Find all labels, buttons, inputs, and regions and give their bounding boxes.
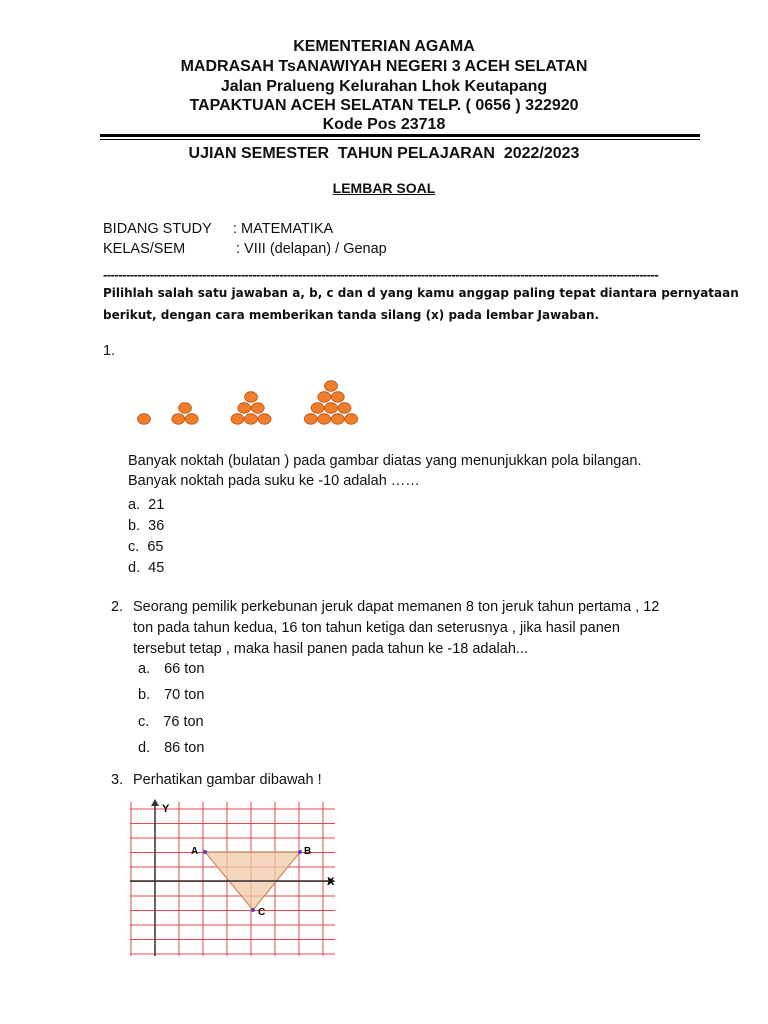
pattern-dot (245, 414, 258, 425)
header-divider-thin (100, 139, 700, 140)
pattern-dot (172, 414, 185, 425)
question-2-number: 2. (111, 599, 124, 615)
pattern-dot (311, 403, 324, 414)
question-1-text-line-2: Banyak noktah pada suku ke -10 adalah …… (128, 473, 420, 489)
question-3-number: 3. (111, 772, 124, 788)
school-address: Jalan Pralueng Kelurahan Lhok Keutapang (220, 78, 548, 95)
pattern-dot (345, 414, 358, 425)
pattern-dot (318, 414, 331, 425)
school-postcode: Kode Pos 23718 (322, 116, 446, 133)
pattern-dot (231, 414, 244, 425)
question-1-option-d: d. 45 (128, 560, 165, 576)
sheet-title: LEMBAR SOAL (332, 180, 436, 196)
pattern-dot (338, 403, 351, 414)
coordinate-graph (130, 798, 340, 958)
subject-value: : MATEMATIKA (233, 221, 334, 237)
class-value: : VIII (delapan) / Genap (236, 241, 387, 257)
school-phone: TAPAKTUAN ACEH SELATAN TELP. ( 0656 ) 322920 (189, 97, 579, 114)
instruction-line-1: Pilihlah salah satu jawaban a, b, c dan d yang kamu anggap paling tepat diantara pernyataan (103, 286, 739, 300)
subject-label: BIDANG STUDY (103, 221, 212, 237)
pattern-dot (138, 414, 151, 425)
school-ministry: KEMENTERIAN AGAMA (293, 38, 475, 55)
pattern-dot (331, 392, 344, 403)
question-2-option-c: c. 76 ton (138, 714, 204, 730)
pattern-dot (325, 381, 338, 392)
header-divider-thick (100, 134, 700, 137)
pattern-dot (258, 414, 271, 425)
pattern-dot (245, 392, 258, 403)
question-2-text-line-3: tersebut tetap , maka hasil panen pada tahun ke -18 adalah... (133, 641, 528, 657)
pattern-dot (331, 414, 344, 425)
school-name: MADRASAH TsANAWIYAH NEGERI 3 ACEH SELATAN (180, 58, 588, 75)
instruction-line-2: berikut, dengan cara memberikan tanda silang (x) pada lembar Jawaban. (103, 308, 600, 322)
question-1-number: 1. (103, 343, 116, 359)
y-axis-label: Y (162, 803, 170, 815)
point-b-label: B (304, 846, 312, 857)
question-1-option-b: b. 36 (128, 518, 165, 534)
question-2-text-line-1: Seorang pemilik perkebunan jeruk dapat memanen 8 ton jeruk tahun pertama , 12 (133, 599, 660, 615)
dot-pattern-figure (130, 375, 370, 435)
question-2-option-d: d. 86 ton (138, 740, 205, 756)
question-1-option-a: a. 21 (128, 497, 165, 513)
x-axis-label: X (327, 876, 335, 888)
class-label: KELAS/SEM (103, 241, 186, 257)
question-3-text-line-1: Perhatikan gambar dibawah ! (133, 772, 322, 788)
pattern-dot (304, 414, 317, 425)
question-2-option-b: b. 70 ton (138, 687, 205, 703)
point-b-marker (298, 850, 302, 854)
question-2-option-a: a. 66 ton (138, 661, 205, 677)
point-a-label: A (191, 846, 199, 857)
point-c-marker (251, 908, 255, 912)
exam-title: UJIAN SEMESTER TAHUN PELAJARAN 2022/2023 (188, 145, 580, 162)
question-2-text-line-2: ton pada tahun kedua, 16 ton tahun ketiga dan seterusnya , jika hasil panen (133, 620, 620, 636)
point-c-label: C (258, 907, 266, 918)
question-1-text-line-1: Banyak noktah (bulatan ) pada gambar diatas yang menunjukkan pola bilangan. (128, 453, 642, 469)
pattern-dot (318, 392, 331, 403)
dashed-separator: ------------------------------------------------------------------------------------------------------------------------------------------------- (103, 268, 659, 282)
question-1-option-c: c. 65 (128, 539, 164, 555)
pattern-dot (185, 414, 198, 425)
pattern-dot (238, 403, 251, 414)
pattern-dot (179, 403, 192, 414)
pattern-dot (251, 403, 264, 414)
pattern-dot (325, 403, 338, 414)
y-axis-arrow-icon (151, 799, 159, 806)
point-a-marker (203, 850, 207, 854)
dot-pattern-dots (138, 381, 358, 425)
